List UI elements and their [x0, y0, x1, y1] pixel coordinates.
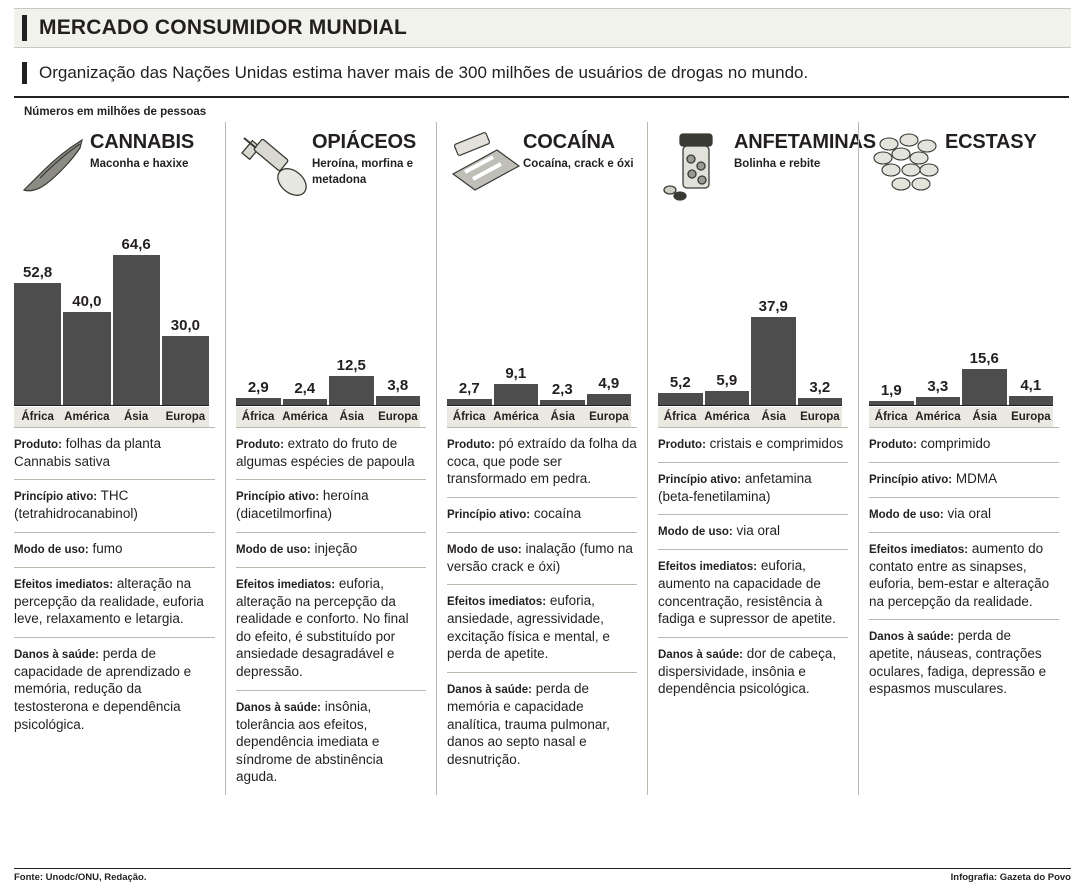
label-efeitos: Efeitos imediatos: — [236, 578, 336, 591]
bar-cell — [587, 215, 632, 405]
drug-header — [869, 122, 1059, 208]
value-efeitos: euforia, ansiedade, agressividade, excitação física e mental, e perda de apetite. — [447, 593, 610, 662]
label-modo: Modo de uso: — [14, 543, 89, 556]
bar-cell — [494, 215, 539, 405]
drug-name: ECSTASY — [945, 131, 1037, 153]
axis-labels — [236, 407, 420, 427]
pill-bottle-icon — [658, 126, 734, 206]
bar — [587, 394, 632, 405]
info-principio — [869, 462, 1059, 497]
bar-value: 30,0 — [170, 317, 200, 334]
label-produto: Produto: — [447, 439, 495, 451]
label-modo: Modo de uso: — [658, 526, 733, 539]
bar-cell — [751, 215, 796, 405]
info-efeitos — [869, 532, 1059, 620]
bar — [376, 396, 421, 405]
bar-value: 52,8 — [23, 264, 53, 281]
drug-bar-chart — [236, 212, 426, 427]
label-principio: Princípio ativo: — [14, 491, 98, 504]
axis-labels — [658, 407, 842, 427]
header-accent-rule — [22, 15, 27, 41]
value-modo: inalação (fumo na versão crack e óxi) — [447, 540, 633, 574]
bar-value: 3,3 — [927, 378, 949, 395]
label-principio: Princípio ativo: — [869, 473, 953, 486]
bar-value: 2,9 — [247, 379, 269, 396]
bar-value: 40,0 — [72, 293, 102, 310]
label-danos: Danos à saúde: — [14, 648, 99, 661]
bar-value: 37,9 — [758, 298, 788, 315]
info-produto — [658, 427, 848, 462]
bar-cell — [869, 215, 914, 405]
axis-label: Europa — [800, 411, 840, 423]
bars-group — [14, 215, 209, 405]
axis-label: Europa — [378, 411, 418, 423]
value-modo: via oral — [736, 523, 781, 539]
bar-value: 9,1 — [505, 365, 527, 382]
info-danos — [447, 672, 637, 777]
drug-titles — [90, 126, 194, 173]
value-modo: via oral — [947, 505, 992, 521]
info-modo — [236, 532, 426, 567]
axis-label: Ásia — [972, 411, 997, 423]
drug-titles — [734, 126, 876, 173]
bar-value: 1,9 — [880, 382, 902, 399]
drug-column-cannabis — [14, 122, 225, 795]
bar-value: 4,1 — [1020, 377, 1042, 394]
drug-bar-chart — [447, 212, 637, 427]
bar-cell — [658, 215, 703, 405]
bar — [162, 336, 209, 405]
bars-group — [236, 215, 420, 405]
bar-cell — [705, 215, 750, 405]
value-produto: folhas da planta Cannabis sativa — [14, 436, 161, 469]
info-modo — [447, 532, 637, 584]
drug-titles — [523, 126, 634, 173]
drug-titles — [312, 126, 424, 188]
axis-labels — [14, 407, 209, 427]
info-modo — [869, 497, 1059, 532]
axis-label: América — [493, 411, 539, 423]
bar-value: 3,2 — [809, 379, 831, 396]
info-danos — [869, 619, 1059, 707]
label-efeitos: Efeitos imediatos: — [447, 596, 547, 609]
value-principio: MDMA — [955, 470, 998, 486]
bar — [236, 398, 281, 405]
bar-cell — [162, 215, 209, 405]
axis-label: África — [21, 411, 54, 423]
drug-subtitle: Maconha e haxixe — [90, 158, 189, 170]
bar — [494, 384, 539, 405]
value-efeitos: euforia, aumento na capacidade de concentração, resistência à fadiga e supressor de apetite. — [658, 558, 836, 627]
axis-label: América — [282, 411, 328, 423]
bar-value: 5,2 — [669, 374, 691, 391]
bar — [63, 312, 110, 405]
axis-labels — [447, 407, 631, 427]
drug-header — [14, 122, 215, 208]
value-principio: cocaína — [533, 506, 582, 522]
axis-line — [236, 405, 420, 406]
bar — [1009, 396, 1054, 405]
info-produto — [447, 427, 637, 497]
value-principio: heroína (diacetilmorfina) — [236, 488, 369, 522]
bar-cell — [798, 215, 843, 405]
syringe-icon — [236, 126, 312, 206]
axis-label: Ásia — [339, 411, 364, 423]
drug-header — [236, 122, 426, 208]
label-principio: Princípio ativo: — [236, 491, 320, 504]
drug-subtitle: Heroína, morfina e metadona — [312, 158, 413, 186]
bar — [705, 391, 750, 405]
info-principio — [447, 497, 637, 532]
bar-cell — [283, 215, 328, 405]
subtitle-row — [14, 48, 1069, 98]
page-title: MERCADO CONSUMIDOR MUNDIAL — [39, 16, 408, 39]
label-modo: Modo de uso: — [869, 508, 944, 521]
drug-titles — [945, 126, 1037, 157]
label-danos: Danos à saúde: — [447, 684, 532, 697]
info-modo — [14, 532, 215, 567]
info-produto — [869, 427, 1059, 462]
drug-header — [658, 122, 876, 208]
label-modo: Modo de uso: — [447, 543, 522, 556]
page-subtitle: Organização das Nações Unidas estima haver mais de 300 milhões de usuários de drogas no mundo. — [39, 63, 809, 83]
bars-group — [447, 215, 631, 405]
info-efeitos — [658, 549, 848, 637]
axis-line — [14, 405, 209, 406]
bar-value: 3,8 — [387, 377, 409, 394]
bar — [751, 317, 796, 405]
value-produto: extrato do fruto de algumas espécies de papoula — [236, 436, 415, 469]
axis-label: América — [64, 411, 110, 423]
label-modo: Modo de uso: — [236, 543, 311, 556]
tablets-pile-icon — [869, 126, 945, 206]
bar-value: 4,9 — [598, 375, 620, 392]
bar-cell — [447, 215, 492, 405]
drug-name: OPIÁCEOS — [312, 131, 416, 153]
value-danos: perda de memória e capacidade analítica, trauma pulmonar, danos ao septo nasal e desnutrição. — [447, 681, 610, 767]
label-produto: Produto: — [869, 439, 917, 451]
drug-bar-chart — [869, 212, 1059, 427]
bar — [916, 397, 961, 405]
info-principio — [14, 479, 215, 531]
value-efeitos: euforia, alteração na percepção da realidade e conforto. No final do efeito, é substituído por ansiedade desagradável e depressão. — [236, 575, 409, 680]
drug-column-cocaína — [436, 122, 647, 795]
info-principio — [236, 479, 426, 531]
bar-value: 2,7 — [458, 380, 480, 397]
info-principio — [658, 462, 848, 514]
bar — [329, 376, 374, 405]
value-produto: cristais e comprimidos — [709, 436, 844, 451]
drug-header — [447, 122, 637, 208]
bar-cell — [1009, 215, 1054, 405]
bar-cell — [916, 215, 961, 405]
value-principio: THC (tetrahidrocanabinol) — [14, 488, 138, 522]
info-danos — [236, 690, 426, 795]
bar-value: 12,5 — [336, 357, 366, 374]
bar-cell — [236, 215, 281, 405]
label-principio: Princípio ativo: — [447, 509, 531, 522]
axis-line — [447, 405, 631, 406]
cocaine-lines-icon — [447, 126, 523, 206]
drug-subtitle: Bolinha e rebite — [734, 158, 821, 170]
bar — [113, 255, 160, 405]
value-danos: dor de cabeça, dispersividade, insônia e dependência psicológica. — [658, 645, 837, 697]
label-efeitos: Efeitos imediatos: — [14, 578, 114, 591]
axis-label: América — [704, 411, 750, 423]
bar — [658, 393, 703, 405]
axis-line — [869, 405, 1053, 406]
value-principio: anfetamina (beta-fenetilamina) — [658, 470, 812, 504]
value-efeitos: alteração na percepção da realidade, euforia leve, relaxamento e letargia. — [14, 575, 204, 627]
info-efeitos — [14, 567, 215, 637]
axis-label: África — [241, 411, 275, 423]
bar-value: 2,4 — [294, 380, 316, 397]
label-efeitos: Efeitos imediatos: — [869, 543, 969, 556]
label-efeitos: Efeitos imediatos: — [658, 561, 758, 574]
bar-cell — [962, 215, 1007, 405]
axis-line — [658, 405, 842, 406]
value-danos: perda de apetite, náuseas, contrações oculares, fadiga, depressão e espasmos musculares. — [869, 628, 1047, 697]
drug-name: CANNABIS — [90, 131, 194, 153]
bar-cell — [113, 215, 160, 405]
axis-label: Europa — [165, 411, 206, 423]
drug-column-opiáceos — [225, 122, 436, 795]
bar — [798, 398, 843, 405]
label-danos: Danos à saúde: — [236, 701, 321, 714]
axis-label: Europa — [1011, 411, 1051, 423]
label-produto: Produto: — [658, 439, 706, 451]
drug-columns — [14, 122, 1071, 795]
bar-value: 15,6 — [969, 350, 999, 367]
drug-bar-chart — [658, 212, 848, 427]
label-produto: Produto: — [14, 439, 62, 451]
axis-label: África — [452, 411, 486, 423]
bar-cell — [540, 215, 585, 405]
info-produto — [236, 427, 426, 479]
axis-label: Ásia — [550, 411, 575, 423]
bar-value: 64,6 — [121, 236, 151, 253]
axis-labels — [869, 407, 1053, 427]
drug-name: COCAÍNA — [523, 131, 615, 153]
axis-label: África — [663, 411, 697, 423]
bar-cell — [63, 215, 110, 405]
label-principio: Princípio ativo: — [658, 473, 742, 486]
chart-units-note: Números em milhões de pessoas — [24, 106, 207, 118]
bars-group — [658, 215, 842, 405]
drug-name: ANFETAMINAS — [734, 131, 876, 153]
header-band — [14, 8, 1071, 48]
bar-cell — [329, 215, 374, 405]
cannabis-leaf-icon — [14, 126, 90, 206]
label-danos: Danos à saúde: — [658, 648, 743, 661]
axis-label: Ásia — [761, 411, 786, 423]
bar-cell — [14, 215, 61, 405]
bar-value: 2,3 — [551, 381, 573, 398]
credit-note: Infografia: Gazeta do Povo — [950, 872, 1071, 883]
value-modo: fumo — [92, 540, 123, 556]
drug-bar-chart — [14, 212, 215, 427]
bar-value: 5,9 — [716, 372, 738, 389]
info-efeitos — [236, 567, 426, 690]
bars-group — [869, 215, 1053, 405]
value-modo: injeção — [314, 540, 358, 556]
axis-label: América — [915, 411, 961, 423]
info-danos — [658, 637, 848, 707]
drug-subtitle: Cocaína, crack e óxi — [523, 158, 634, 170]
axis-label: Ásia — [123, 411, 149, 423]
bar — [14, 283, 61, 405]
info-produto — [14, 427, 215, 479]
info-efeitos — [447, 584, 637, 672]
footer — [14, 868, 1071, 883]
info-danos — [14, 637, 215, 742]
value-danos: insônia, tolerância aos efeitos, dependência imediata e síndrome de abstinência aguda. — [236, 698, 384, 785]
bar — [962, 369, 1007, 405]
axis-label: África — [874, 411, 908, 423]
value-efeitos: aumento do contato entre as sinapses, euforia, bem-estar e alteração na percepção da realidade. — [869, 540, 1050, 609]
drug-column-ecstasy — [858, 122, 1069, 795]
source-note: Fonte: Unodc/ONU, Redação. — [14, 872, 147, 883]
value-danos: perda de capacidade de aprendizado e memória, redução da testosterona e dependência psicológica. — [14, 645, 192, 732]
bar-cell — [376, 215, 421, 405]
subtitle-accent-rule — [22, 62, 27, 84]
label-produto: Produto: — [236, 439, 284, 451]
axis-label: Europa — [589, 411, 629, 423]
drug-column-anfetaminas — [647, 122, 876, 795]
value-produto: comprimido — [920, 436, 991, 451]
info-modo — [658, 514, 848, 549]
value-produto: pó extraído da folha da coca, que pode ser transformado em pedra. — [447, 436, 637, 487]
label-danos: Danos à saúde: — [869, 631, 954, 644]
